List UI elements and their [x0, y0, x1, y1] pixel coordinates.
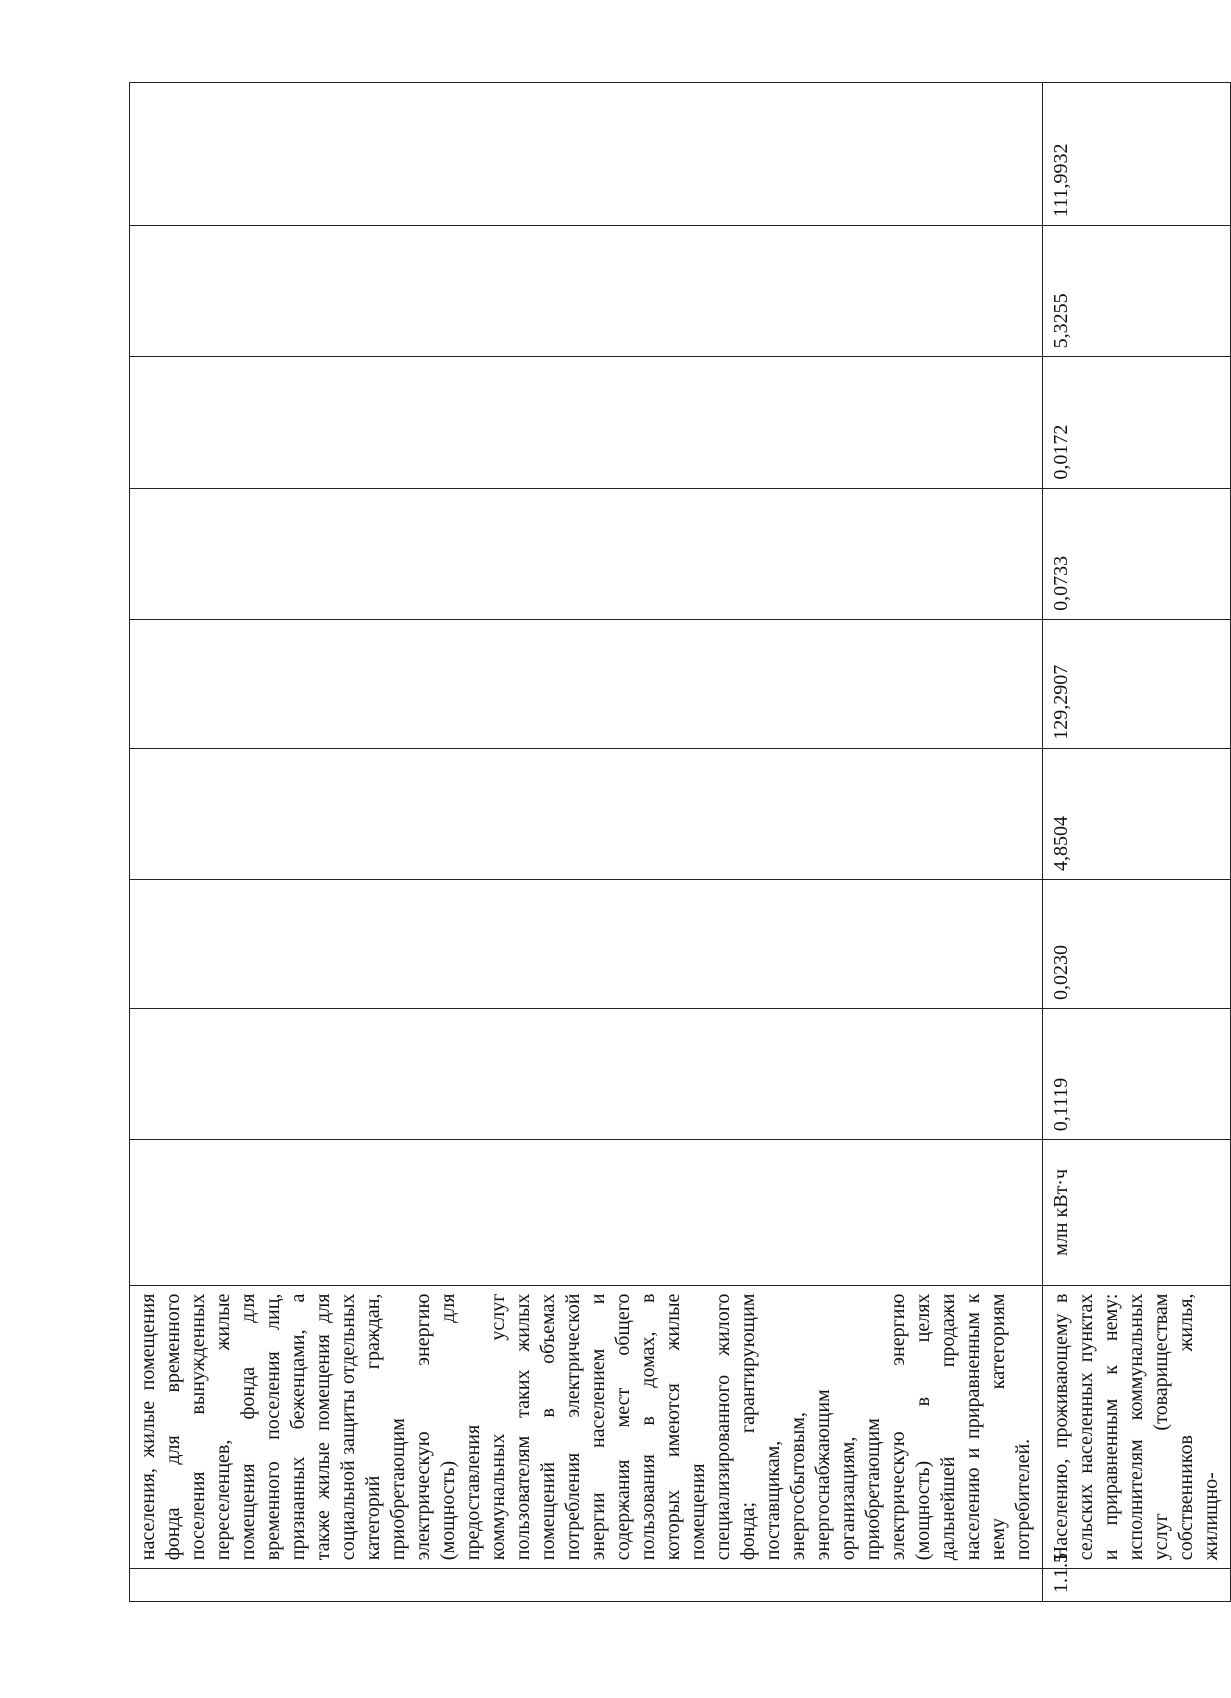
value-cell: 4,8504 [1043, 748, 1231, 879]
row-description: Населению, проживающему в сельских населенных пунктах и приравненным к нему: исполнителям коммунальных услуг (товариществам собственников жилья, жилищно- [1043, 1285, 1231, 1569]
value-cell [130, 226, 1043, 357]
value-cell: 111,9932 [1043, 83, 1231, 226]
value-cell: 0,1119 [1043, 1008, 1231, 1139]
value-cell [130, 748, 1043, 879]
value-cell: 0,0733 [1043, 488, 1231, 619]
row-description: населения, жилые помещения фонда для временного поселения вынужденных переселенцев, жилые помещения фонда для временного поселения лиц, признанных беженцами, а также жилые помещения для социальной защиты отдельных категорий граждан, приобретающим электрическую энергию (мощность) для предоставления коммунальных услуг пользователям таких жилых помещений в объемах потребления электрической энергии населением и содержания мест общего пользования в домах, в которых имеются жилые помещения специализированного жилого фонда; гарантирующим поставщикам, энергосбытовым, энергоснабжающим организациям, приобретающим электрическую энергию (мощность) в целях дальнейшей продажи населению и приравненным к нему категориям потребителей. [130, 1285, 1043, 1569]
value-cell [130, 880, 1043, 1009]
balance-table [129, 82, 1231, 1602]
value-cell: 129,2907 [1043, 619, 1231, 748]
row-unit [130, 1140, 1043, 1285]
value-cell [130, 357, 1043, 488]
value-cell: 5,3255 [1043, 226, 1231, 357]
value-cell: 0,0230 [1043, 880, 1231, 1009]
value-cell [130, 1008, 1043, 1139]
value-cell [130, 488, 1043, 619]
row-unit: млн кВт·ч [1043, 1140, 1231, 1285]
row-code: 1.1.5 [1043, 1569, 1231, 1602]
value-cell: 0,0172 [1043, 357, 1231, 488]
row-code [130, 1569, 1043, 1602]
value-cell [130, 83, 1043, 226]
value-cell [130, 619, 1043, 748]
table-row [130, 83, 1043, 1602]
rotated-table-page [129, 82, 1222, 1602]
table-row [1043, 83, 1231, 1602]
